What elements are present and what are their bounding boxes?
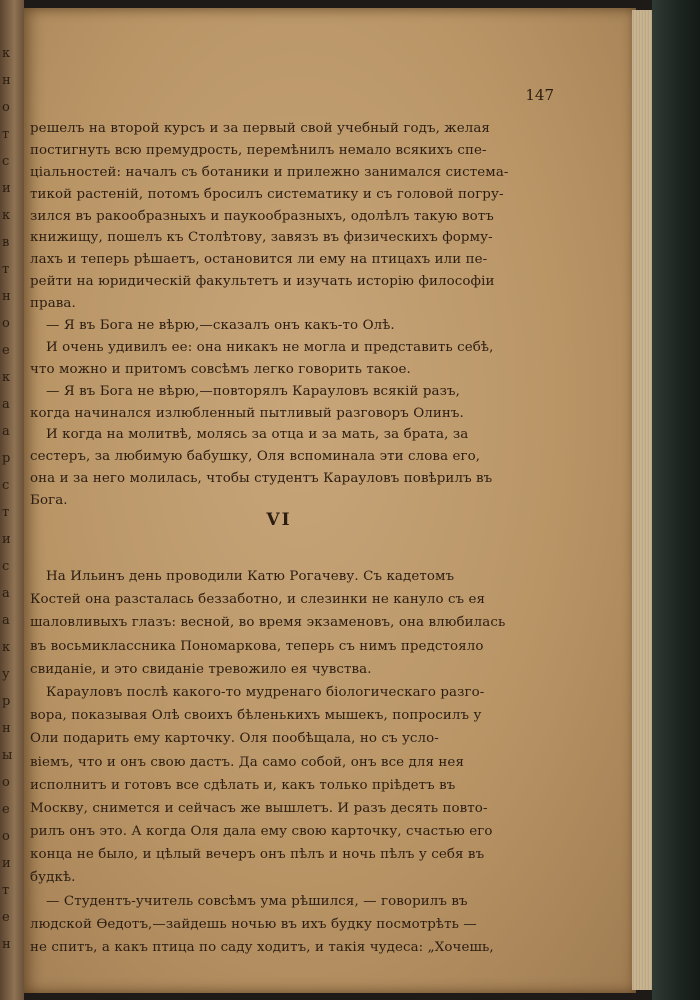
text-line: — Студентъ-учитель совсѣмъ ума рѣшился, — говорилъ въ	[46, 893, 468, 909]
text-line: Оли подарить ему карточку. Оля пообѣщала, но съ усло-	[30, 731, 439, 747]
text-line: сестеръ, за любимую бабушку, Оля вспоминала эти слова его,	[30, 449, 481, 465]
edge-glyph: е	[2, 343, 10, 358]
left-page-edge	[0, 0, 24, 1000]
book-cover	[652, 0, 700, 1000]
text-line: рилъ онъ это. А когда Оля дала ему свою карточку, счастью его	[30, 824, 493, 840]
text-line: права.	[30, 296, 76, 312]
text-line: въ восьмиклассника Пономаркова, теперь съ нимъ предстояло	[30, 638, 484, 654]
text-line: зился въ ракообразныхъ и паукообразныхъ, одолѣлъ такую вотъ	[30, 208, 494, 224]
text-line: — Я въ Бога не вѣрю,—повторялъ Карауловъ всякій разъ,	[46, 383, 461, 399]
edge-glyph: и	[2, 181, 11, 196]
edge-glyph: с	[2, 154, 10, 169]
text-line: Москву, снимется и сейчасъ же вышлетъ. И разъ десять повто-	[30, 800, 488, 816]
text-line: исполнитъ и готовъ все сдѣлать и, какъ только пріѣдетъ въ	[30, 777, 456, 793]
text-line: И очень удивилъ ее: она никакъ не могла и представить себѣ,	[46, 339, 494, 355]
text-line: Карауловъ послѣ какого-то мудренаго біологическаго разго-	[46, 684, 485, 700]
text-line: — Я въ Бога не вѣрю,—сказалъ онъ какъ-то Олѣ.	[46, 318, 395, 334]
edge-glyph: е	[2, 910, 10, 925]
chapter-heading: VI	[266, 510, 292, 530]
text-line: конца не было, и цѣлый вечеръ онъ пѣлъ и ночь пѣлъ у себя въ	[30, 847, 485, 863]
edge-glyph: и	[2, 856, 11, 871]
edge-glyph: к	[2, 208, 11, 223]
text-line: что можно и притомъ совсѣмъ легко говорить такое.	[30, 361, 411, 377]
text-line: Костей она разсталась беззаботно, и слезинки не кануло съ ея	[30, 592, 486, 608]
text-line: рейти на юридическій факультетъ и изучать исторію философіи	[30, 274, 495, 290]
text-line: На Ильинъ день проводили Катю Рогачеву. Съ кадетомъ	[46, 569, 455, 584]
text-line: будкѣ.	[30, 870, 76, 886]
edge-glyph: о	[2, 775, 10, 790]
edge-glyph: ы	[2, 748, 13, 763]
edge-glyph: к	[2, 370, 11, 385]
edge-glyph: у	[2, 667, 10, 682]
text-line: когда начинался излюбленный пытливый разговоръ Олинъ.	[30, 405, 464, 421]
text-line: свиданіе, и это свиданіе тревожило ея чувства.	[30, 661, 372, 677]
page-stack-edges	[632, 10, 654, 990]
text-line: постигнуть всю премудрость, перемѣнилъ немало всякихъ спе-	[30, 142, 487, 158]
text-line: шаловливыхъ глазъ: весной, во время экзаменовъ, она влюбилась	[30, 615, 506, 631]
edge-glyph: а	[2, 397, 10, 412]
book-page	[24, 8, 636, 993]
page-number: 147	[525, 86, 554, 104]
edge-glyph: а	[2, 586, 10, 601]
edge-glyph: н	[2, 937, 11, 952]
edge-glyph: е	[2, 802, 10, 817]
text-line: вора, показывая Олѣ своихъ бѣленькихъ мышекъ, попросилъ у	[30, 708, 482, 724]
text-line: ціальностей: началъ съ ботаники и прилежно занимался система-	[30, 164, 509, 180]
edge-glyph: т	[2, 505, 10, 520]
section-1-text	[30, 118, 528, 512]
text-line: она и за него молилась, чтобы студентъ Карауловъ повѣрилъ въ	[30, 471, 493, 487]
edge-glyph: р	[2, 451, 11, 466]
edge-glyph: т	[2, 127, 10, 142]
edge-glyph: н	[2, 289, 11, 304]
edge-glyph: а	[2, 424, 10, 439]
text-line: решелъ на второй курсъ и за первый свой учебный годъ, желая	[30, 121, 490, 136]
text-line: Бога.	[30, 493, 68, 509]
text-line: віемъ, что и онъ свою дастъ. Да само собой, онъ все для нея	[30, 754, 465, 770]
text-line: тикой растеній, потомъ бросилъ систематику и съ головой погру-	[30, 186, 504, 202]
text-line: не спитъ, а какъ птица по саду ходитъ, и такія чудеса: „Хочешь,	[30, 940, 494, 955]
text-line: книжищу, пошелъ къ Столѣтову, завязъ въ физическихъ форму-	[30, 230, 493, 246]
page-text	[24, 8, 636, 993]
edge-glyph: о	[2, 829, 10, 844]
text-line: людской Ѳедотъ,—зайдешь ночью въ ихъ будку посмотрѣть —	[30, 916, 477, 932]
edge-glyph: а	[2, 613, 10, 628]
edge-glyph: н	[2, 73, 11, 88]
edge-glyph: к	[2, 640, 11, 655]
edge-glyph: о	[2, 100, 10, 115]
section-2-text	[30, 565, 528, 959]
edge-glyph: к	[2, 46, 11, 61]
edge-glyph: с	[2, 478, 10, 493]
edge-glyph: с	[2, 559, 10, 574]
text-line: лахъ и теперь рѣшаетъ, остановится ли ему на птицахъ или пе-	[30, 252, 488, 268]
edge-glyph: в	[2, 235, 10, 250]
edge-glyph: и	[2, 532, 11, 547]
text-line: И когда на молитвѣ, молясь за отца и за мать, за брата, за	[46, 427, 469, 443]
edge-glyph: н	[2, 721, 11, 736]
edge-glyph: р	[2, 694, 11, 709]
edge-glyph: т	[2, 883, 10, 898]
left-page-edge-text	[2, 40, 22, 958]
edge-glyph: т	[2, 262, 10, 277]
edge-glyph: о	[2, 316, 10, 331]
